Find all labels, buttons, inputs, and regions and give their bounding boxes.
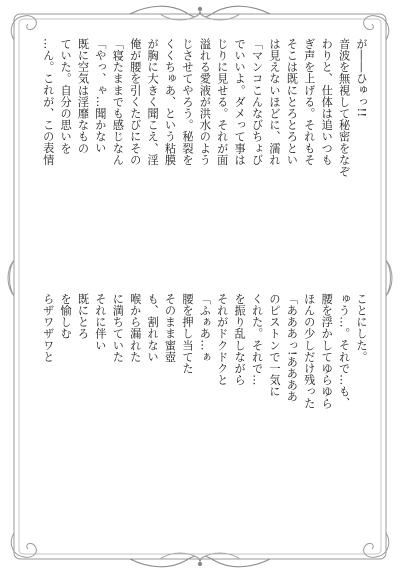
text-column: 溢れる愛液が洪水のよう [198,38,212,166]
text-column: …ん。これが、この表情 [41,38,55,166]
text-column: それがドクドクと [215,293,229,386]
text-column: も、割れない [146,293,160,363]
text-column: 俺が腰を引くたびにその [128,38,142,166]
text-column: ことにした。 [355,293,368,363]
text-column: 腰を浮かしてゆらゆら [320,293,334,409]
text-column: そこは既にとろとろとい [285,38,299,166]
text-column: それに伴い [93,293,107,351]
text-column: のピストンで一気に [267,293,281,398]
text-column: を振り乱しながら [233,293,247,386]
text-column: が胸に大きく聞こえ、淫 [146,38,160,166]
bottom-flourish-icon [130,553,270,567]
text-column: そのまま蜜壺 [163,293,177,363]
text-column: 「マンコこんなびちょび [250,38,264,166]
text-column: 腰を押し当てた [180,293,194,375]
text-column: じりに見せる。それが面 [215,38,229,166]
text-column: らザワザワと [41,293,55,363]
text-column: ほんの少しだけ残った [302,293,316,409]
text-column: 「あああっ!ああああ [285,293,299,403]
text-column: は見えないほどに、濡れ [267,38,281,166]
top-flourish-icon [130,6,270,20]
text-column: わりと、仕体は追いつも [320,38,334,166]
text-column: 既にとろ [76,293,90,340]
text-column: 既に空気は淫靡なもの [76,38,90,154]
text-column: くくちゅあ、という粘膜 [163,38,177,166]
text-column: くれた。それで… [250,293,264,386]
lower-text-section [30,293,370,535]
text-column: を愉しむ [59,293,73,340]
text-column: ぎ声を上げる。それもそ [302,38,316,166]
text-column: ていた。自分の思いを [59,38,73,154]
upper-text-section [30,38,370,280]
text-column: 「ふぁあ…ぁ [198,293,212,363]
text-column: 「やっ、ゃ…聞かない [93,38,107,154]
novel-text-body [30,38,370,535]
text-column: 音波を無視して秘密をなぞ [337,38,351,178]
text-column: が――ひゅっ!! [355,38,368,118]
text-column: じさせてやろう。秘裂を [180,38,194,166]
text-column: 「寝たままでも感じなん [111,38,125,166]
text-column: でいいよ。ダメって事は [233,38,247,166]
text-column: に満ちていた [111,293,125,363]
text-column: 喉から漏れた [128,293,142,363]
text-column: ゅう…。それで…も、 [337,293,351,409]
